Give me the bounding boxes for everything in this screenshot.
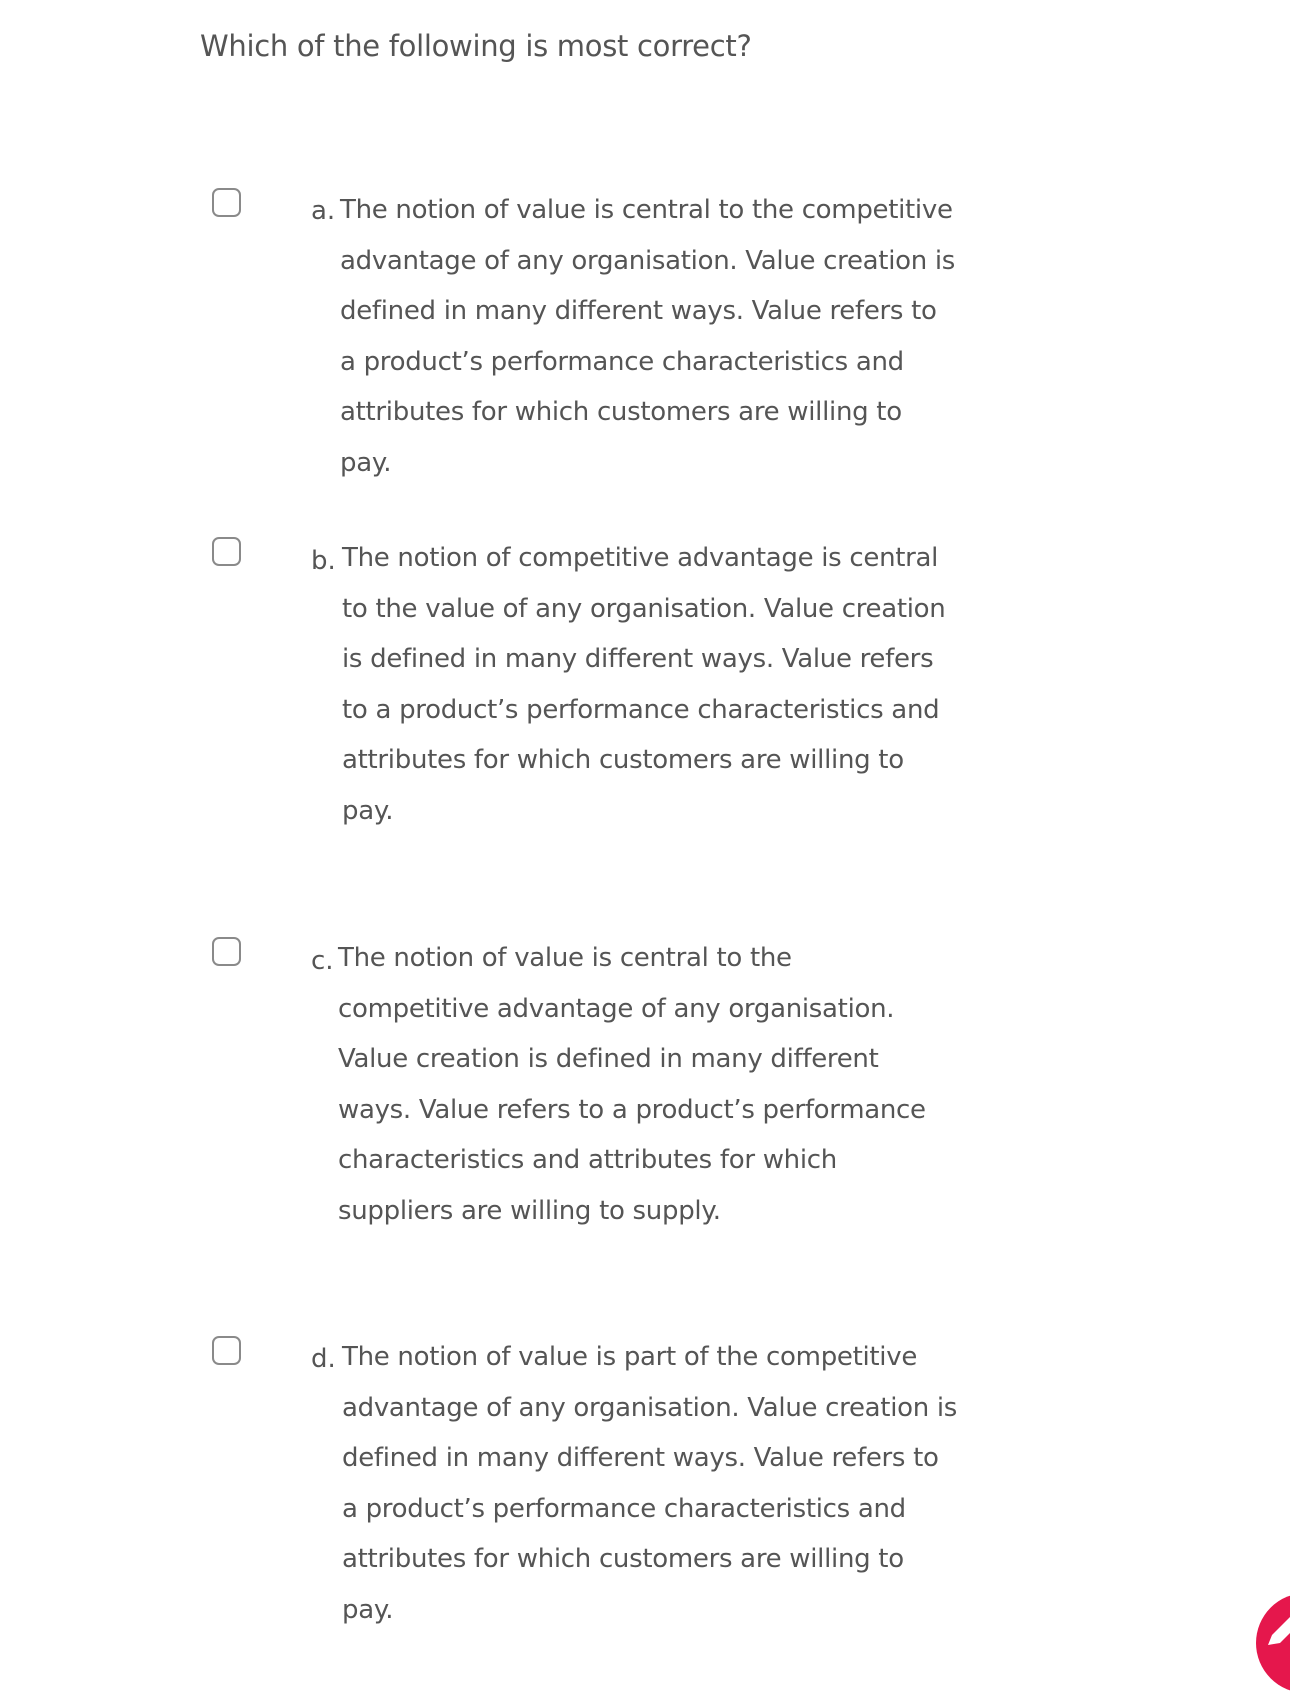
checkbox-option-d[interactable] — [212, 1336, 241, 1365]
option-text-b: The notion of competitive advantage is central to the value of any organisation. Value creation is defined in many different ways. Value refers to a product’s performance characteristics and attributes for which customers are willing to pay. — [342, 543, 946, 826]
option-letter-b: b. — [311, 546, 336, 576]
option-text-a: The notion of value is central to the competitive advantage of any organisation. Value creation is defined in many different ways. Value refers to a product’s performance characteristics and attributes for which customers are willing to pay. — [340, 195, 956, 478]
option-letter-a: a. — [311, 196, 336, 226]
pencil-icon — [1264, 1609, 1290, 1649]
checkbox-option-a[interactable] — [212, 188, 241, 217]
corner-badge-button[interactable] — [1256, 1593, 1290, 1693]
option-text-d: The notion of value is part of the competitive advantage of any organisation. Value creation is defined in many different ways. Value refers to a product’s performance characteristics and attributes for which customers are willing to pay. — [342, 1342, 958, 1625]
question-text: Which of the following is most correct? — [200, 29, 752, 63]
option-text-c: The notion of value is central to the competitive advantage of any organisation. Value creation is defined in many different ways. Value refers to a product’s performance characteristics and attributes for which suppliers are willing to supply. — [338, 943, 926, 1226]
option-letter-d: d. — [311, 1344, 336, 1374]
checkbox-option-c[interactable] — [212, 937, 241, 966]
option-letter-c: c. — [311, 946, 334, 976]
checkbox-option-b[interactable] — [212, 537, 241, 566]
